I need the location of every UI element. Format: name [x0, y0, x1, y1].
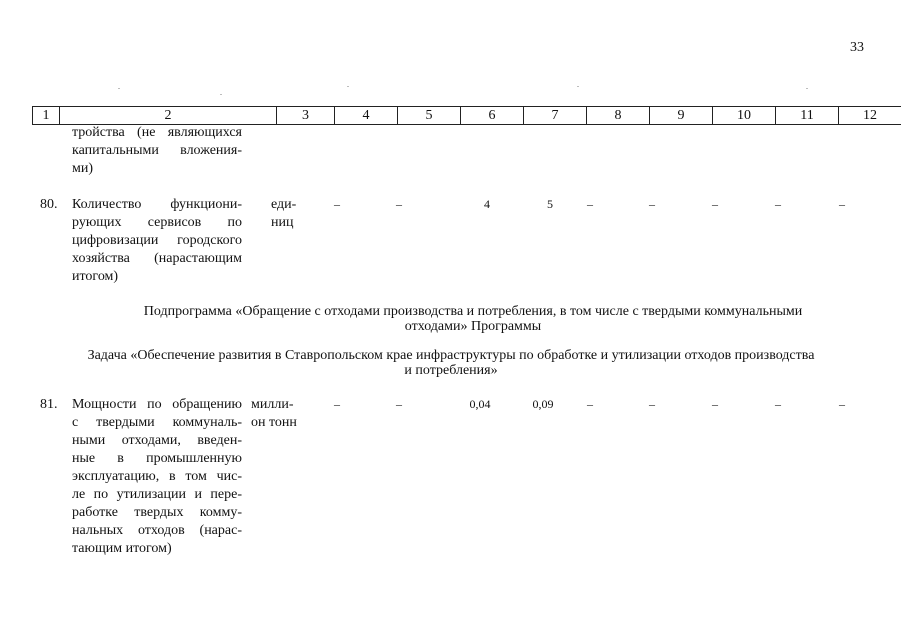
description-line: итогом): [72, 269, 119, 284]
row-81-value-col12: –: [839, 397, 845, 411]
scan-speck: [347, 86, 349, 87]
unit-line: милли-: [251, 397, 294, 412]
header-cell: 7: [524, 107, 587, 125]
description-line: ле по утилизации и пере-: [72, 487, 242, 502]
row-81-unit: [251, 396, 297, 432]
description-line: рующих сервисов по: [72, 215, 242, 230]
row-81-value-col5: –: [396, 397, 402, 411]
row-number: 81.: [40, 397, 58, 412]
description-line: Количество функциони-: [72, 197, 242, 212]
row-80-value-col5: –: [396, 197, 402, 211]
subprogram-heading-line: Подпрограмма «Обращение с отходами производства и потребления, в том числе с твердыми коммунальными: [143, 304, 803, 319]
unit-line: еди-: [271, 197, 297, 212]
description-line: ными отходами, введен-: [72, 433, 242, 448]
continued-row-description: [72, 124, 242, 178]
scan-speck: [220, 94, 222, 95]
header-cell: 12: [839, 107, 901, 125]
unit-line: он тонн: [251, 415, 297, 430]
header-cell: 1: [33, 107, 60, 125]
row-81-value-col6: 0,04: [469, 397, 491, 411]
scan-speck: [806, 88, 808, 89]
header-cell: 4: [335, 107, 398, 125]
page-number: 33: [850, 40, 864, 55]
row-80-value-col8: –: [587, 197, 593, 211]
row-80-value-col10: –: [712, 197, 718, 211]
description-line: Мощности по обращению: [72, 397, 242, 412]
task-heading: [40, 348, 862, 378]
description-line: нальных отходов (нарас-: [72, 523, 242, 538]
row-80-value-col12: –: [839, 197, 845, 211]
task-heading-line: Задача «Обеспечение развития в Ставропольском крае инфраструктуры по обработке и утилизации отходов производства: [87, 348, 815, 363]
description-line: ные в промышленную: [72, 451, 242, 466]
row-81-value-col4: –: [334, 397, 340, 411]
row-80-value-col4: –: [334, 197, 340, 211]
header-cell: 10: [713, 107, 776, 125]
row-81-value-col11: –: [775, 397, 781, 411]
header-cell: 11: [776, 107, 839, 125]
description-line: ми): [72, 161, 94, 176]
unit-line: ниц: [271, 215, 294, 230]
row-81-description: [72, 396, 242, 558]
description-line: хозяйства (нарастающим: [72, 251, 242, 266]
scan-speck: [577, 86, 579, 87]
header-cell: 2: [60, 107, 277, 125]
row-number: 80.: [40, 197, 58, 212]
row-81-value-col8: –: [587, 397, 593, 411]
description-line: тающим итогом): [72, 541, 172, 556]
description-line: капитальными вложения-: [72, 143, 242, 158]
task-heading-line: и потребления»: [404, 363, 498, 378]
header-cell: 8: [587, 107, 650, 125]
header-cell: 6: [461, 107, 524, 125]
description-line: цифровизации городского: [72, 233, 242, 248]
row-81-value-col7: 0,09: [532, 397, 554, 411]
description-line: работке твердых комму-: [72, 505, 242, 520]
subprogram-heading: [60, 304, 886, 334]
description-line: тройства (не являющихся: [72, 125, 242, 140]
row-80-value-col9: –: [649, 197, 655, 211]
subprogram-heading-line: отходами» Программы: [404, 319, 542, 334]
header-cell: 5: [398, 107, 461, 125]
header-cell: 9: [650, 107, 713, 125]
row-80-unit: [271, 196, 296, 232]
header-cell: 3: [277, 107, 335, 125]
row-81-value-col9: –: [649, 397, 655, 411]
description-line: эксплуатацию, в том чис-: [72, 469, 242, 484]
row-80-value-col11: –: [775, 197, 781, 211]
row-80-value-col7: 5: [547, 197, 553, 211]
row-80-description: [72, 196, 242, 286]
column-number-header: [32, 106, 901, 125]
row-81-value-col10: –: [712, 397, 718, 411]
row-80-value-col6: 4: [484, 197, 490, 211]
scan-speck: [118, 88, 120, 89]
description-line: с твердыми коммуналь-: [72, 415, 242, 430]
